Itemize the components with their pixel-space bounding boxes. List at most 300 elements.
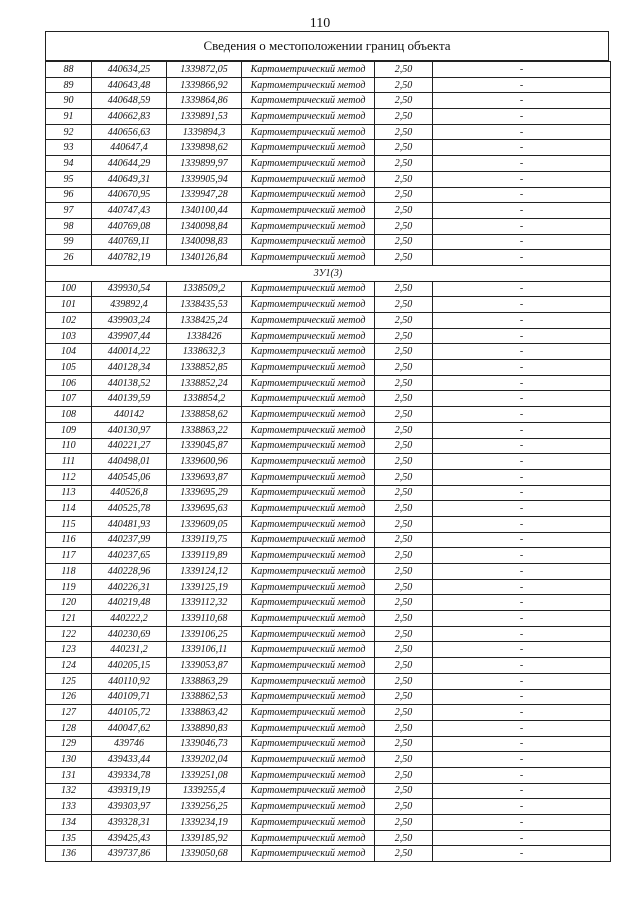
accuracy-cell: 2,50: [375, 689, 433, 705]
description-cell: -: [433, 156, 611, 172]
method-cell: Картометрический метод: [242, 328, 375, 344]
table-row: [46, 689, 611, 705]
description-cell: -: [433, 187, 611, 203]
method-cell: Картометрический метод: [242, 658, 375, 674]
y-coordinate-cell: 1339124,12: [167, 564, 242, 580]
y-coordinate-cell: 1339905,94: [167, 171, 242, 187]
method-cell: Картометрический метод: [242, 281, 375, 297]
method-cell: Картометрический метод: [242, 469, 375, 485]
x-coordinate-cell: 439433,44: [92, 752, 167, 768]
y-coordinate-cell: 1339693,87: [167, 469, 242, 485]
point-number-cell: 103: [46, 328, 92, 344]
y-coordinate-cell: 1339898,62: [167, 140, 242, 156]
y-coordinate-cell: 1339256,25: [167, 799, 242, 815]
y-coordinate-cell: 1339106,11: [167, 642, 242, 658]
point-number-cell: 128: [46, 720, 92, 736]
x-coordinate-cell: 440649,31: [92, 171, 167, 187]
accuracy-cell: 2,50: [375, 438, 433, 454]
description-cell: -: [433, 626, 611, 642]
y-coordinate-cell: 1339046,73: [167, 736, 242, 752]
x-coordinate-cell: 440219,48: [92, 595, 167, 611]
x-coordinate-cell: 440526,8: [92, 485, 167, 501]
accuracy-cell: 2,50: [375, 720, 433, 736]
y-coordinate-cell: 1339899,97: [167, 156, 242, 172]
accuracy-cell: 2,50: [375, 93, 433, 109]
y-coordinate-cell: 1338862,53: [167, 689, 242, 705]
point-number-cell: 129: [46, 736, 92, 752]
accuracy-cell: 2,50: [375, 799, 433, 815]
method-cell: Картометрический метод: [242, 689, 375, 705]
accuracy-cell: 2,50: [375, 783, 433, 799]
accuracy-cell: 2,50: [375, 501, 433, 517]
point-number-cell: 113: [46, 485, 92, 501]
method-cell: Картометрический метод: [242, 611, 375, 627]
x-coordinate-cell: 440647,4: [92, 140, 167, 156]
method-cell: Картометрический метод: [242, 830, 375, 846]
y-coordinate-cell: 1338509,2: [167, 281, 242, 297]
table-row: [46, 532, 611, 548]
description-cell: -: [433, 328, 611, 344]
description-cell: -: [433, 767, 611, 783]
table-row: [46, 736, 611, 752]
description-cell: -: [433, 218, 611, 234]
method-cell: Картометрический метод: [242, 109, 375, 125]
table-row: [46, 626, 611, 642]
point-number-cell: 97: [46, 203, 92, 219]
accuracy-cell: 2,50: [375, 658, 433, 674]
coordinates-table-body: [46, 62, 611, 862]
coordinates-table: [45, 61, 611, 862]
point-number-cell: 125: [46, 673, 92, 689]
accuracy-cell: 2,50: [375, 846, 433, 862]
y-coordinate-cell: 1339110,68: [167, 611, 242, 627]
description-cell: -: [433, 360, 611, 376]
point-number-cell: 134: [46, 815, 92, 831]
table-row: [46, 783, 611, 799]
point-number-cell: 133: [46, 799, 92, 815]
x-coordinate-cell: 440525,78: [92, 501, 167, 517]
method-cell: Картометрический метод: [242, 218, 375, 234]
x-coordinate-cell: 440231,2: [92, 642, 167, 658]
method-cell: Картометрический метод: [242, 673, 375, 689]
x-coordinate-cell: 440222,2: [92, 611, 167, 627]
x-coordinate-cell: 439907,44: [92, 328, 167, 344]
table-row: [46, 375, 611, 391]
accuracy-cell: 2,50: [375, 611, 433, 627]
point-number-cell: 120: [46, 595, 92, 611]
method-cell: Картометрический метод: [242, 77, 375, 93]
accuracy-cell: 2,50: [375, 673, 433, 689]
table-row: [46, 344, 611, 360]
y-coordinate-cell: 1339864,86: [167, 93, 242, 109]
table-row: [46, 752, 611, 768]
method-cell: Картометрический метод: [242, 234, 375, 250]
x-coordinate-cell: 440109,71: [92, 689, 167, 705]
description-cell: -: [433, 564, 611, 580]
table-row: [46, 438, 611, 454]
method-cell: Картометрический метод: [242, 438, 375, 454]
accuracy-cell: 2,50: [375, 203, 433, 219]
table-row: [46, 313, 611, 329]
method-cell: Картометрический метод: [242, 815, 375, 831]
table-row: [46, 720, 611, 736]
description-cell: -: [433, 532, 611, 548]
description-cell: -: [433, 438, 611, 454]
point-number-cell: 122: [46, 626, 92, 642]
description-cell: -: [433, 579, 611, 595]
y-coordinate-cell: 1340098,83: [167, 234, 242, 250]
accuracy-cell: 2,50: [375, 297, 433, 313]
accuracy-cell: 2,50: [375, 328, 433, 344]
x-coordinate-cell: 440769,08: [92, 218, 167, 234]
description-cell: -: [433, 736, 611, 752]
y-coordinate-cell: 1338854,2: [167, 391, 242, 407]
y-coordinate-cell: 1338632,3: [167, 344, 242, 360]
point-number-cell: 131: [46, 767, 92, 783]
method-cell: Картометрический метод: [242, 501, 375, 517]
point-number-cell: 108: [46, 407, 92, 423]
description-cell: -: [433, 689, 611, 705]
description-cell: -: [433, 501, 611, 517]
x-coordinate-cell: 440644,29: [92, 156, 167, 172]
x-coordinate-cell: 440047,62: [92, 720, 167, 736]
y-coordinate-cell: 1338858,62: [167, 407, 242, 423]
x-coordinate-cell: 439737,86: [92, 846, 167, 862]
accuracy-cell: 2,50: [375, 469, 433, 485]
table-row: [46, 360, 611, 376]
table-row: [46, 611, 611, 627]
point-number-cell: 102: [46, 313, 92, 329]
x-coordinate-cell: 440205,15: [92, 658, 167, 674]
x-coordinate-cell: 440498,01: [92, 454, 167, 470]
x-coordinate-cell: 439328,31: [92, 815, 167, 831]
y-coordinate-cell: 1338863,42: [167, 705, 242, 721]
method-cell: Картометрический метод: [242, 548, 375, 564]
point-number-cell: 104: [46, 344, 92, 360]
accuracy-cell: 2,50: [375, 218, 433, 234]
x-coordinate-cell: 439425,43: [92, 830, 167, 846]
description-cell: -: [433, 516, 611, 532]
point-number-cell: 107: [46, 391, 92, 407]
method-cell: Картометрический метод: [242, 171, 375, 187]
description-cell: -: [433, 595, 611, 611]
method-cell: Картометрический метод: [242, 626, 375, 642]
point-number-cell: 130: [46, 752, 92, 768]
method-cell: Картометрический метод: [242, 140, 375, 156]
x-coordinate-cell: 440769,11: [92, 234, 167, 250]
description-cell: -: [433, 611, 611, 627]
method-cell: Картометрический метод: [242, 752, 375, 768]
method-cell: Картометрический метод: [242, 344, 375, 360]
table-row: [46, 548, 611, 564]
method-cell: Картометрический метод: [242, 485, 375, 501]
accuracy-cell: 2,50: [375, 595, 433, 611]
y-coordinate-cell: 1338890,83: [167, 720, 242, 736]
point-number-cell: 91: [46, 109, 92, 125]
accuracy-cell: 2,50: [375, 626, 433, 642]
description-cell: -: [433, 752, 611, 768]
y-coordinate-cell: 1340100,44: [167, 203, 242, 219]
y-coordinate-cell: 1338425,24: [167, 313, 242, 329]
description-cell: -: [433, 720, 611, 736]
x-coordinate-cell: 440670,95: [92, 187, 167, 203]
point-number-cell: 100: [46, 281, 92, 297]
y-coordinate-cell: 1338852,85: [167, 360, 242, 376]
y-coordinate-cell: 1339202,04: [167, 752, 242, 768]
method-cell: Картометрический метод: [242, 705, 375, 721]
accuracy-cell: 2,50: [375, 642, 433, 658]
accuracy-cell: 2,50: [375, 109, 433, 125]
point-number-cell: 118: [46, 564, 92, 580]
x-coordinate-cell: 440545,06: [92, 469, 167, 485]
x-coordinate-cell: 440110,92: [92, 673, 167, 689]
point-number-cell: 98: [46, 218, 92, 234]
table-row: [46, 469, 611, 485]
point-number-cell: 90: [46, 93, 92, 109]
x-coordinate-cell: 440237,99: [92, 532, 167, 548]
accuracy-cell: 2,50: [375, 736, 433, 752]
method-cell: Картометрический метод: [242, 720, 375, 736]
description-cell: -: [433, 62, 611, 78]
point-number-cell: 89: [46, 77, 92, 93]
x-coordinate-cell: 440662,83: [92, 109, 167, 125]
accuracy-cell: 2,50: [375, 360, 433, 376]
y-coordinate-cell: 1340126,84: [167, 250, 242, 266]
point-number-cell: 101: [46, 297, 92, 313]
description-cell: -: [433, 391, 611, 407]
accuracy-cell: 2,50: [375, 767, 433, 783]
method-cell: Картометрический метод: [242, 564, 375, 580]
x-coordinate-cell: 440138,52: [92, 375, 167, 391]
point-number-cell: 111: [46, 454, 92, 470]
table-row: [46, 485, 611, 501]
x-coordinate-cell: 439303,97: [92, 799, 167, 815]
table-row: [46, 140, 611, 156]
description-cell: -: [433, 642, 611, 658]
x-coordinate-cell: 439903,24: [92, 313, 167, 329]
accuracy-cell: 2,50: [375, 422, 433, 438]
table-row: [46, 579, 611, 595]
point-number-cell: 121: [46, 611, 92, 627]
x-coordinate-cell: 440481,93: [92, 516, 167, 532]
table-row: [46, 77, 611, 93]
description-cell: -: [433, 297, 611, 313]
method-cell: Картометрический метод: [242, 579, 375, 595]
accuracy-cell: 2,50: [375, 830, 433, 846]
description-cell: -: [433, 124, 611, 140]
point-number-cell: 92: [46, 124, 92, 140]
method-cell: Картометрический метод: [242, 736, 375, 752]
description-cell: -: [433, 485, 611, 501]
accuracy-cell: 2,50: [375, 391, 433, 407]
table-row: [46, 830, 611, 846]
method-cell: Картометрический метод: [242, 62, 375, 78]
accuracy-cell: 2,50: [375, 124, 433, 140]
section-row: [46, 265, 611, 281]
table-row: [46, 564, 611, 580]
y-coordinate-cell: 1338863,29: [167, 673, 242, 689]
y-coordinate-cell: 1339125,19: [167, 579, 242, 595]
description-cell: -: [433, 783, 611, 799]
x-coordinate-cell: 440237,65: [92, 548, 167, 564]
table-row: [46, 124, 611, 140]
point-number-cell: 123: [46, 642, 92, 658]
y-coordinate-cell: 1339119,89: [167, 548, 242, 564]
description-cell: -: [433, 109, 611, 125]
method-cell: Картометрический метод: [242, 846, 375, 862]
method-cell: Картометрический метод: [242, 799, 375, 815]
x-coordinate-cell: 440747,43: [92, 203, 167, 219]
method-cell: Картометрический метод: [242, 187, 375, 203]
page-number: 110: [309, 16, 331, 31]
description-cell: -: [433, 77, 611, 93]
point-number-cell: 93: [46, 140, 92, 156]
method-cell: Картометрический метод: [242, 642, 375, 658]
table-row: [46, 846, 611, 862]
point-number-cell: 105: [46, 360, 92, 376]
description-cell: -: [433, 375, 611, 391]
point-number-cell: 114: [46, 501, 92, 517]
description-cell: -: [433, 250, 611, 266]
description-cell: -: [433, 548, 611, 564]
table-row: [46, 93, 611, 109]
accuracy-cell: 2,50: [375, 187, 433, 203]
table-row: [46, 250, 611, 266]
y-coordinate-cell: 1339106,25: [167, 626, 242, 642]
table-row: [46, 234, 611, 250]
description-cell: -: [433, 140, 611, 156]
x-coordinate-cell: 440228,96: [92, 564, 167, 580]
y-coordinate-cell: 1339866,92: [167, 77, 242, 93]
x-coordinate-cell: 440221,27: [92, 438, 167, 454]
y-coordinate-cell: 1338852,24: [167, 375, 242, 391]
x-coordinate-cell: 440656,63: [92, 124, 167, 140]
y-coordinate-cell: 1339112,32: [167, 595, 242, 611]
description-cell: -: [433, 658, 611, 674]
description-cell: -: [433, 203, 611, 219]
table-row: [46, 595, 611, 611]
accuracy-cell: 2,50: [375, 407, 433, 423]
y-coordinate-cell: 1339891,53: [167, 109, 242, 125]
x-coordinate-cell: 440139,59: [92, 391, 167, 407]
accuracy-cell: 2,50: [375, 815, 433, 831]
table-row: [46, 171, 611, 187]
x-coordinate-cell: 440142: [92, 407, 167, 423]
method-cell: Картометрический метод: [242, 360, 375, 376]
table-row: [46, 642, 611, 658]
table-row: [46, 187, 611, 203]
y-coordinate-cell: 1339045,87: [167, 438, 242, 454]
point-number-cell: 96: [46, 187, 92, 203]
accuracy-cell: 2,50: [375, 564, 433, 580]
point-number-cell: 124: [46, 658, 92, 674]
x-coordinate-cell: 439746: [92, 736, 167, 752]
x-coordinate-cell: 439892,4: [92, 297, 167, 313]
point-number-cell: 119: [46, 579, 92, 595]
section-label: 3У1(3): [46, 265, 611, 281]
point-number-cell: 112: [46, 469, 92, 485]
y-coordinate-cell: 1339251,08: [167, 767, 242, 783]
accuracy-cell: 2,50: [375, 516, 433, 532]
accuracy-cell: 2,50: [375, 579, 433, 595]
method-cell: Картометрический метод: [242, 313, 375, 329]
x-coordinate-cell: 440014,22: [92, 344, 167, 360]
table-row: [46, 799, 611, 815]
table-row: [46, 767, 611, 783]
y-coordinate-cell: 1339234,19: [167, 815, 242, 831]
accuracy-cell: 2,50: [375, 171, 433, 187]
point-number-cell: 132: [46, 783, 92, 799]
point-number-cell: 106: [46, 375, 92, 391]
table-row: [46, 501, 611, 517]
table-row: [46, 391, 611, 407]
point-number-cell: 95: [46, 171, 92, 187]
x-coordinate-cell: 440105,72: [92, 705, 167, 721]
y-coordinate-cell: 1339255,4: [167, 783, 242, 799]
table-row: [46, 109, 611, 125]
accuracy-cell: 2,50: [375, 344, 433, 360]
table-row: [46, 422, 611, 438]
description-cell: -: [433, 407, 611, 423]
method-cell: Картометрический метод: [242, 422, 375, 438]
table-row: [46, 281, 611, 297]
point-number-cell: 135: [46, 830, 92, 846]
point-number-cell: 94: [46, 156, 92, 172]
table-row: [46, 297, 611, 313]
method-cell: Картометрический метод: [242, 93, 375, 109]
accuracy-cell: 2,50: [375, 234, 433, 250]
method-cell: Картометрический метод: [242, 250, 375, 266]
table-row: [46, 705, 611, 721]
method-cell: Картометрический метод: [242, 595, 375, 611]
accuracy-cell: 2,50: [375, 532, 433, 548]
point-number-cell: 136: [46, 846, 92, 862]
description-cell: -: [433, 705, 611, 721]
y-coordinate-cell: 1338426: [167, 328, 242, 344]
method-cell: Картометрический метод: [242, 407, 375, 423]
point-number-cell: 127: [46, 705, 92, 721]
description-cell: -: [433, 830, 611, 846]
y-coordinate-cell: 1339695,63: [167, 501, 242, 517]
description-cell: -: [433, 799, 611, 815]
accuracy-cell: 2,50: [375, 77, 433, 93]
point-number-cell: 115: [46, 516, 92, 532]
accuracy-cell: 2,50: [375, 752, 433, 768]
table-row: [46, 328, 611, 344]
point-number-cell: 116: [46, 532, 92, 548]
method-cell: Картометрический метод: [242, 124, 375, 140]
description-cell: -: [433, 673, 611, 689]
x-coordinate-cell: 440226,31: [92, 579, 167, 595]
point-number-cell: 117: [46, 548, 92, 564]
point-number-cell: 109: [46, 422, 92, 438]
description-cell: -: [433, 344, 611, 360]
y-coordinate-cell: 1338863,22: [167, 422, 242, 438]
accuracy-cell: 2,50: [375, 156, 433, 172]
accuracy-cell: 2,50: [375, 281, 433, 297]
point-number-cell: 126: [46, 689, 92, 705]
description-cell: -: [433, 422, 611, 438]
y-coordinate-cell: 1339050,68: [167, 846, 242, 862]
x-coordinate-cell: 440130,97: [92, 422, 167, 438]
method-cell: Картометрический метод: [242, 767, 375, 783]
x-coordinate-cell: 439930,54: [92, 281, 167, 297]
description-cell: -: [433, 815, 611, 831]
accuracy-cell: 2,50: [375, 485, 433, 501]
description-cell: -: [433, 846, 611, 862]
x-coordinate-cell: 440230,69: [92, 626, 167, 642]
table-row: [46, 673, 611, 689]
